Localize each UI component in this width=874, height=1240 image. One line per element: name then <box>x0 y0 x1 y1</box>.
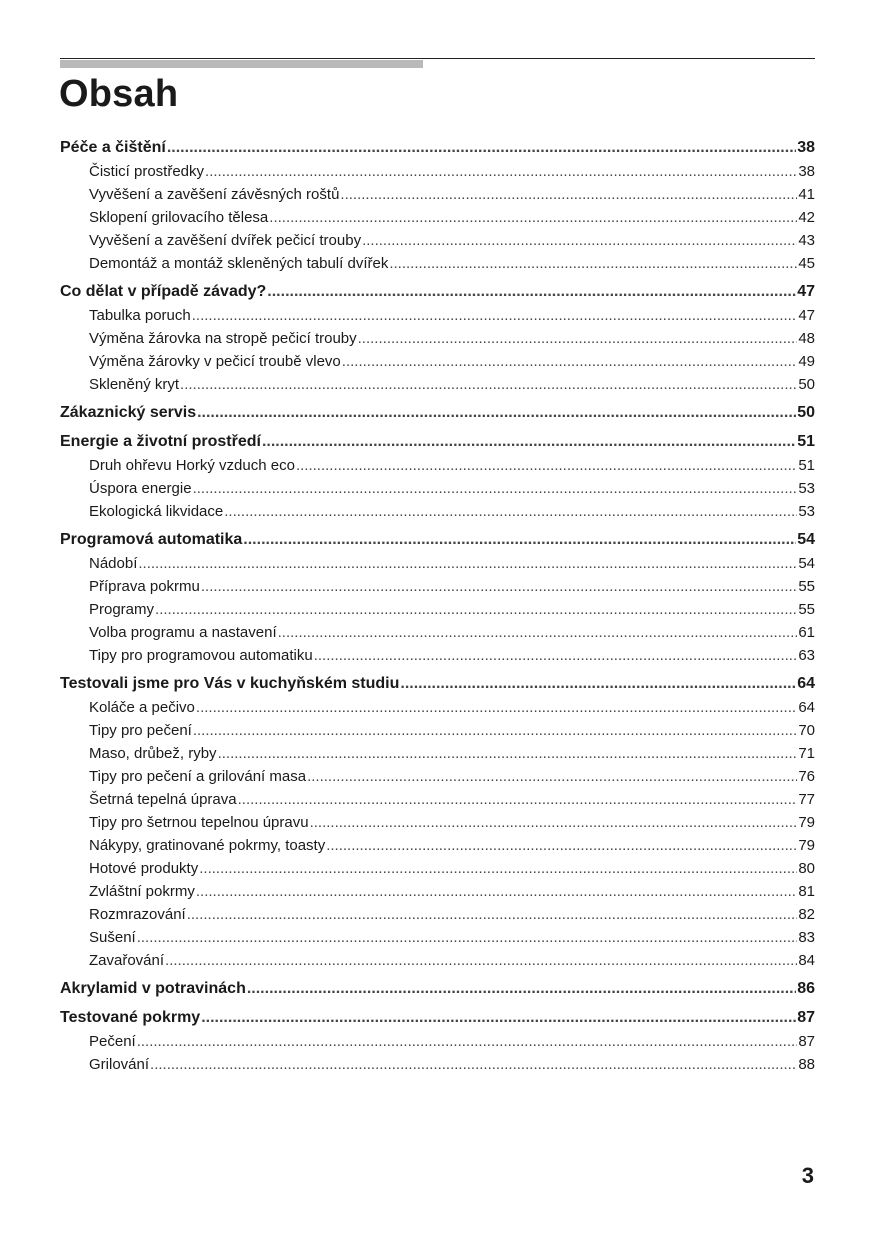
toc-subsection-entry[interactable] <box>60 229 815 252</box>
toc-leader-dots <box>269 206 797 229</box>
toc-subsection-entry[interactable] <box>60 454 815 477</box>
toc-entry-title: Energie a životní prostředí <box>60 433 261 450</box>
toc-subsection-entry[interactable] <box>60 598 815 621</box>
toc-entry-page: 48 <box>798 330 815 347</box>
toc-entry-title: Výměna žárovka na stropě pečicí trouby <box>89 330 357 347</box>
toc-entry-page: 54 <box>797 531 815 548</box>
toc-entry-page: 51 <box>797 433 815 450</box>
toc-entry-page: 42 <box>798 209 815 226</box>
header-rule-bar <box>60 60 423 68</box>
toc-subsection-entry[interactable] <box>60 500 815 523</box>
toc-leader-dots <box>342 350 798 373</box>
toc-entry-title: Hotové produkty <box>89 860 199 877</box>
toc-entry-title: Tabulka poruch <box>89 307 191 324</box>
toc-subsection-entry[interactable] <box>60 304 815 327</box>
page-number: 3 <box>801 1163 814 1188</box>
toc-subsection-entry[interactable] <box>60 1053 815 1076</box>
toc-entry-page: 38 <box>798 163 815 180</box>
toc-entry-title: Sušení <box>89 929 136 946</box>
toc-leader-dots <box>187 903 798 926</box>
toc-leader-dots <box>267 280 796 304</box>
toc-subsection-entry[interactable] <box>60 644 815 667</box>
toc-leader-dots <box>358 327 798 350</box>
toc-entry-page: 50 <box>797 404 815 421</box>
toc-section-entry[interactable] <box>60 1006 815 1030</box>
toc-entry-title: Volba programu a nastavení <box>89 624 277 641</box>
toc-leader-dots <box>150 1053 797 1076</box>
toc-section-entry[interactable] <box>60 672 815 696</box>
toc-entry-page: 38 <box>797 139 815 156</box>
toc-leader-dots <box>389 252 797 275</box>
toc-subsection-entry[interactable] <box>60 857 815 880</box>
toc-entry-page: 86 <box>797 980 815 997</box>
toc-subsection-entry[interactable] <box>60 183 815 206</box>
toc-entry-title: Co dělat v případě závady? <box>60 283 267 300</box>
toc-subsection-entry[interactable] <box>60 719 815 742</box>
toc-leader-dots <box>278 621 798 644</box>
toc-entry-title: Vyvěšení a zavěšení dvířek pečicí trouby <box>89 232 362 249</box>
toc-leader-dots <box>296 454 797 477</box>
toc-entry-page: 82 <box>798 906 815 923</box>
table-of-contents <box>60 136 815 1076</box>
toc-entry-page: 45 <box>798 255 815 272</box>
toc-entry-page: 47 <box>797 283 815 300</box>
toc-leader-dots <box>238 788 798 811</box>
toc-subsection-entry[interactable] <box>60 903 815 926</box>
toc-subsection-entry[interactable] <box>60 252 815 275</box>
toc-entry-page: 55 <box>798 578 815 595</box>
toc-entry-title: Tipy pro šetrnou tepelnou úpravu <box>89 814 309 831</box>
toc-entry-page: 76 <box>798 768 815 785</box>
toc-subsection-entry[interactable] <box>60 477 815 500</box>
header-rule-thin <box>60 58 815 59</box>
toc-entry-title: Příprava pokrmu <box>89 578 200 595</box>
toc-entry-title: Čisticí prostředky <box>89 163 205 180</box>
toc-entry-title: Zvláštní pokrmy <box>89 883 195 900</box>
toc-leader-dots <box>314 644 798 667</box>
toc-entry-page: 77 <box>798 791 815 808</box>
toc-leader-dots <box>137 926 798 949</box>
toc-entry-page: 83 <box>798 929 815 946</box>
toc-subsection-entry[interactable] <box>60 696 815 719</box>
toc-subsection-entry[interactable] <box>60 949 815 972</box>
toc-leader-dots <box>205 160 797 183</box>
toc-subsection-entry[interactable] <box>60 327 815 350</box>
toc-subsection-entry[interactable] <box>60 880 815 903</box>
toc-leader-dots <box>155 598 797 621</box>
toc-section-entry[interactable] <box>60 430 815 454</box>
toc-subsection-entry[interactable] <box>60 160 815 183</box>
toc-entry-page: 53 <box>798 503 815 520</box>
toc-entry-title: Maso, drůbež, ryby <box>89 745 217 762</box>
toc-leader-dots <box>362 229 797 252</box>
toc-entry-page: 63 <box>798 647 815 664</box>
toc-leader-dots <box>247 977 796 1001</box>
toc-leader-dots <box>193 719 797 742</box>
toc-subsection-entry[interactable] <box>60 621 815 644</box>
toc-leader-dots <box>165 949 797 972</box>
toc-entry-page: 49 <box>798 353 815 370</box>
toc-entry-page: 51 <box>798 457 815 474</box>
toc-leader-dots <box>224 500 797 523</box>
toc-leader-dots <box>262 430 796 454</box>
toc-entry-page: 80 <box>798 860 815 877</box>
toc-subsection-entry[interactable] <box>60 765 815 788</box>
toc-entry-title: Zákaznický servis <box>60 404 197 421</box>
toc-entry-title: Nákypy, gratinované pokrmy, toasty <box>89 837 326 854</box>
toc-leader-dots <box>400 672 796 696</box>
toc-entry-title: Testované pokrmy <box>60 1009 201 1026</box>
toc-leader-dots <box>180 373 797 396</box>
toc-leader-dots <box>218 742 798 765</box>
toc-subsection-entry[interactable] <box>60 811 815 834</box>
toc-entry-title: Vyvěšení a zavěšení závěsných roštů <box>89 186 340 203</box>
toc-subsection-entry[interactable] <box>60 788 815 811</box>
toc-leader-dots <box>340 183 797 206</box>
toc-entry-title: Výměna žárovky v pečicí troubě vlevo <box>89 353 341 370</box>
toc-entry-title: Úspora energie <box>89 480 192 497</box>
toc-subsection-entry[interactable] <box>60 206 815 229</box>
toc-entry-page: 50 <box>798 376 815 393</box>
toc-entry-page: 54 <box>798 555 815 572</box>
toc-entry-title: Tipy pro programovou automatiku <box>89 647 313 664</box>
toc-entry-page: 43 <box>798 232 815 249</box>
toc-entry-page: 88 <box>798 1056 815 1073</box>
toc-leader-dots <box>196 696 797 719</box>
toc-entry-title: Demontáž a montáž skleněných tabulí dvířek <box>89 255 389 272</box>
toc-subsection-entry[interactable] <box>60 552 815 575</box>
toc-entry-page: 81 <box>798 883 815 900</box>
toc-entry-page: 55 <box>798 601 815 618</box>
toc-entry-page: 87 <box>797 1009 815 1026</box>
toc-entry-title: Tipy pro pečení <box>89 722 192 739</box>
toc-entry-page: 53 <box>798 480 815 497</box>
toc-leader-dots <box>193 477 798 500</box>
toc-entry-title: Koláče a pečivo <box>89 699 195 716</box>
toc-section-entry[interactable] <box>60 977 815 1001</box>
toc-entry-title: Zavařování <box>89 952 165 969</box>
toc-entry-title: Ekologická likvidace <box>89 503 224 520</box>
toc-entry-title: Šetrná tepelná úprava <box>89 791 237 808</box>
toc-leader-dots <box>192 304 798 327</box>
toc-leader-dots <box>137 1030 798 1053</box>
toc-entry-title: Druh ohřevu Horký vzduch eco <box>89 457 295 474</box>
toc-entry-title: Tipy pro pečení a grilování masa <box>89 768 307 785</box>
toc-section-entry[interactable] <box>60 280 815 304</box>
toc-entry-page: 79 <box>798 837 815 854</box>
toc-entry-title: Skleněný kryt <box>89 376 180 393</box>
toc-entry-page: 70 <box>798 722 815 739</box>
toc-subsection-entry[interactable] <box>60 834 815 857</box>
toc-leader-dots <box>310 811 798 834</box>
toc-entry-page: 41 <box>798 186 815 203</box>
toc-entry-page: 47 <box>798 307 815 324</box>
toc-entry-title: Nádobí <box>89 555 138 572</box>
toc-entry-title: Testovali jsme pro Vás v kuchyňském studiu <box>60 675 400 692</box>
toc-leader-dots <box>243 528 796 552</box>
toc-leader-dots <box>196 880 797 903</box>
toc-entry-page: 64 <box>797 675 815 692</box>
toc-leader-dots <box>138 552 797 575</box>
toc-leader-dots <box>201 575 797 598</box>
toc-entry-page: 79 <box>798 814 815 831</box>
toc-leader-dots <box>307 765 797 788</box>
toc-section-entry[interactable] <box>60 401 815 425</box>
toc-subsection-entry[interactable] <box>60 742 815 765</box>
toc-entry-title: Péče a čištění <box>60 139 166 156</box>
toc-entry-title: Programová automatika <box>60 531 243 548</box>
toc-subsection-entry[interactable] <box>60 350 815 373</box>
toc-subsection-entry[interactable] <box>60 373 815 396</box>
toc-entry-title: Rozmrazování <box>89 906 186 923</box>
toc-section-entry[interactable] <box>60 528 815 552</box>
toc-entry-page: 84 <box>798 952 815 969</box>
toc-entry-page: 61 <box>798 624 815 641</box>
toc-subsection-entry[interactable] <box>60 575 815 598</box>
toc-entry-page: 64 <box>798 699 815 716</box>
toc-entry-title: Programy <box>89 601 155 618</box>
toc-entry-title: Grilování <box>89 1056 150 1073</box>
toc-entry-page: 87 <box>798 1033 815 1050</box>
toc-leader-dots <box>167 136 796 160</box>
toc-subsection-entry[interactable] <box>60 1030 815 1053</box>
toc-leader-dots <box>201 1006 796 1030</box>
toc-subsection-entry[interactable] <box>60 926 815 949</box>
toc-leader-dots <box>197 401 796 425</box>
toc-entry-title: Akrylamid v potravinách <box>60 980 246 997</box>
toc-entry-title: Sklopení grilovacího tělesa <box>89 209 269 226</box>
toc-entry-title: Pečení <box>89 1033 136 1050</box>
toc-leader-dots <box>199 857 797 880</box>
toc-entry-page: 71 <box>798 745 815 762</box>
page-title: Obsah <box>59 73 179 115</box>
toc-section-entry[interactable] <box>60 136 815 160</box>
toc-leader-dots <box>326 834 797 857</box>
